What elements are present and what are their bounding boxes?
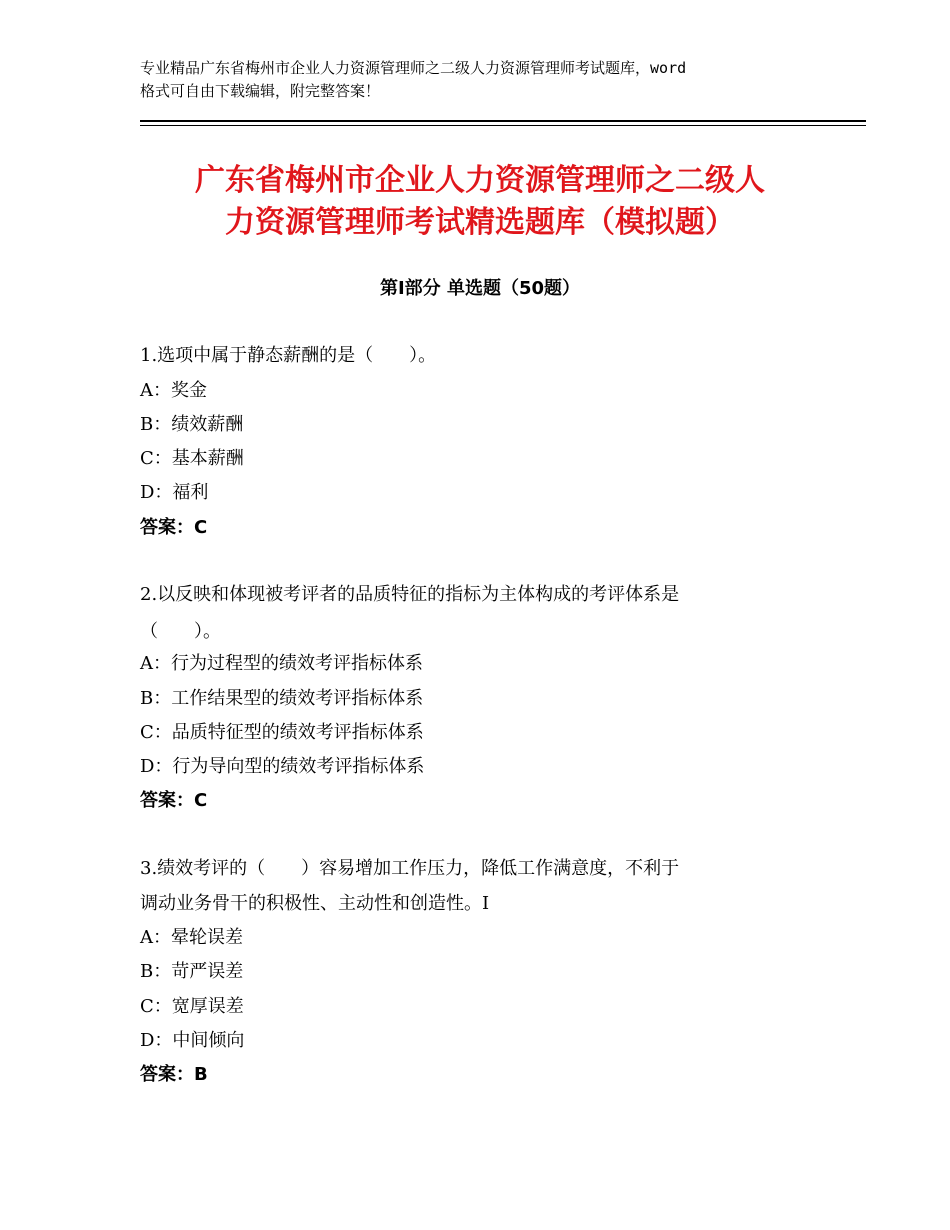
option-a: A：晕轮误差 bbox=[140, 927, 243, 948]
section-heading: 第Ⅰ部分 单选题（50题） bbox=[379, 278, 580, 299]
header-divider-thick bbox=[140, 120, 866, 122]
document-intro bbox=[140, 57, 840, 103]
option-d: D：中间倾向 bbox=[140, 1030, 245, 1051]
title-line-2: 力资源管理师考试精选题库（模拟题） bbox=[225, 205, 735, 240]
answer-label: 答案：B bbox=[140, 1064, 208, 1085]
option-a: A：奖金 bbox=[140, 380, 207, 401]
option-c: C：宽厚误差 bbox=[140, 996, 244, 1017]
document-title bbox=[140, 160, 820, 244]
option-d: D：福利 bbox=[140, 482, 209, 503]
header-divider-thin bbox=[140, 125, 866, 126]
option-d: D：行为导向型的绩效考评指标体系 bbox=[140, 756, 425, 777]
answer-label: 答案：C bbox=[140, 790, 208, 811]
question-stem: 2.以反映和体现被考评者的品质特征的指标为主体构成的考评体系是 bbox=[140, 584, 680, 605]
option-c: C：品质特征型的绩效考评指标体系 bbox=[140, 722, 424, 743]
intro-line-1: 专业精品广东省梅州市企业人力资源管理师之二级人力资源管理师考试题库，word bbox=[140, 59, 687, 77]
intro-line-2: 格式可自由下载编辑，附完整答案！ bbox=[140, 82, 381, 100]
option-c: C：基本薪酬 bbox=[140, 448, 244, 469]
title-line-1: 广东省梅州市企业人力资源管理师之二级人 bbox=[195, 163, 765, 198]
question-stem-continued: 调动业务骨干的积极性、主动性和创造性。I bbox=[140, 893, 490, 914]
question-stem: 3.绩效考评的（ ）容易增加工作压力，降低工作满意度，不利于 bbox=[140, 858, 680, 879]
option-a: A：行为过程型的绩效考评指标体系 bbox=[140, 653, 423, 674]
answer-label: 答案：C bbox=[140, 517, 208, 538]
option-b: B：苛严误差 bbox=[140, 961, 244, 982]
question-stem-continued: （ ）。 bbox=[140, 621, 221, 642]
option-b: B：工作结果型的绩效考评指标体系 bbox=[140, 688, 424, 709]
question-stem: 1.选项中属于静态薪酬的是（ ）。 bbox=[140, 345, 437, 366]
option-b: B：绩效薪酬 bbox=[140, 414, 244, 435]
